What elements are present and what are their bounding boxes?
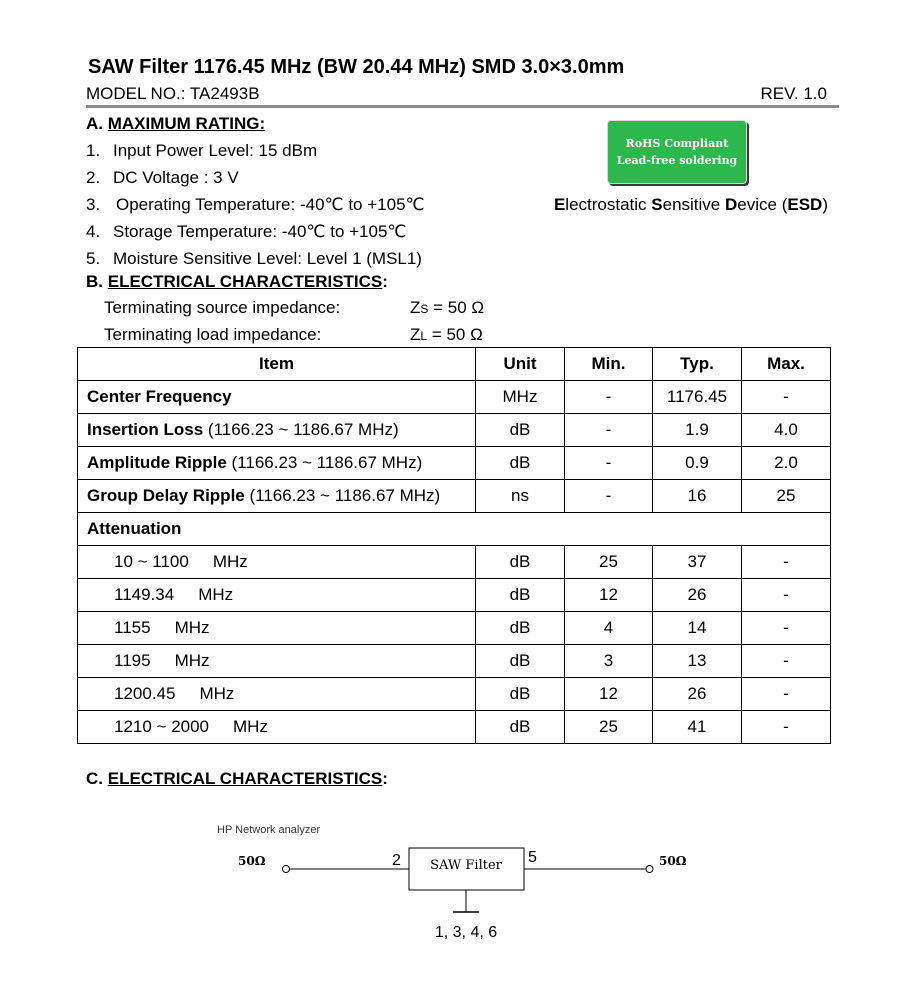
- freq-unit: MHz: [199, 684, 235, 703]
- source-impedance-value: [410, 298, 484, 318]
- rating-item-text: Moisture Sensitive Level: Level 1 (MSL1): [113, 249, 422, 268]
- rating-item-number: 1.: [86, 141, 101, 160]
- table-row: [78, 546, 831, 579]
- rohs-badge: [607, 120, 747, 184]
- section-b-colon: :: [382, 272, 388, 291]
- freq-unit: MHz: [233, 717, 268, 736]
- freq-range: 1200.45: [114, 684, 176, 703]
- rating-item-number: 5.: [86, 249, 101, 268]
- left-impedance-label: 50Ω: [238, 854, 266, 868]
- min-cell: -: [565, 447, 653, 480]
- esd-abbr: ESD: [787, 195, 823, 214]
- esd-letter: D: [725, 195, 738, 214]
- param-name: Insertion Loss: [87, 420, 204, 439]
- freq-unit: MHz: [174, 618, 210, 637]
- test-circuit-diagram: [200, 815, 720, 955]
- left-terminal: [283, 866, 290, 873]
- param-name: Center Frequency: [87, 387, 232, 406]
- table-header-row: [78, 348, 831, 381]
- max-cell: 4.0: [742, 414, 831, 447]
- freq-range: 10 ~ 1100: [114, 552, 189, 571]
- esd-letter: E: [553, 195, 566, 214]
- rating-item-number: 3.: [86, 195, 101, 214]
- table-row: [78, 414, 831, 447]
- table-row: [78, 711, 831, 744]
- rating-item-text: Operating Temperature: -40℃ to +105℃: [116, 195, 425, 214]
- esd-text: ensitive: [662, 195, 725, 214]
- min-cell: 12: [565, 678, 653, 711]
- typ-cell: 13: [653, 645, 742, 678]
- max-cell: -: [742, 381, 831, 414]
- min-cell: -: [565, 381, 653, 414]
- unit-cell: dB: [476, 546, 565, 579]
- freq-cell: [78, 711, 476, 744]
- max-cell: -: [742, 612, 831, 645]
- unit-cell: dB: [476, 579, 565, 612]
- param-condition: (1166.23 ~ 1186.67 MHz): [244, 486, 441, 505]
- freq-cell: [78, 678, 476, 711]
- param-name: Amplitude Ripple: [87, 453, 227, 472]
- model-number: MODEL NO.: TA2493B: [86, 84, 260, 103]
- max-cell: -: [742, 678, 831, 711]
- section-c-title: ELECTRICAL CHARACTERISTICS: [107, 769, 383, 788]
- section-a-title: MAXIMUM RATING:: [107, 114, 266, 133]
- load-impedance-value: [410, 325, 483, 345]
- param-cell: [78, 381, 476, 414]
- header-max: Max.: [742, 348, 831, 381]
- typ-cell: 14: [653, 612, 742, 645]
- table-row: [78, 612, 831, 645]
- section-b-title: ELECTRICAL CHARACTERISTICS: [107, 272, 383, 291]
- freq-cell: [78, 645, 476, 678]
- param-condition: (1166.23 ~ 1186.67 MHz): [226, 453, 423, 472]
- rating-item-text: Input Power Level: 15 dBm: [113, 141, 318, 160]
- section-c-colon: :: [382, 769, 388, 788]
- esd-letter: S: [651, 195, 663, 214]
- freq-cell: [78, 612, 476, 645]
- max-cell: -: [742, 645, 831, 678]
- max-cell: -: [742, 546, 831, 579]
- rating-item: [86, 249, 422, 269]
- header-typ: Typ.: [653, 348, 742, 381]
- header-item: Item: [78, 348, 476, 381]
- min-cell: -: [565, 480, 653, 513]
- min-cell: -: [565, 414, 653, 447]
- rating-item: [86, 168, 239, 188]
- rating-item-text: Storage Temperature: -40℃ to +105℃: [113, 222, 407, 241]
- document-title: SAW Filter 1176.45 MHz (BW 20.44 MHz) SMD 3.0×3.0mm: [88, 56, 625, 78]
- esd-text: lectrostatic: [565, 195, 652, 214]
- rating-item: [86, 141, 317, 161]
- table-row: [78, 678, 831, 711]
- unit-cell: dB: [476, 711, 565, 744]
- header-unit: Unit: [476, 348, 565, 381]
- unit-cell: MHz: [476, 381, 565, 414]
- pin-out-label: 5: [528, 849, 537, 866]
- typ-cell: 26: [653, 579, 742, 612]
- impedance-subscript: L: [420, 329, 428, 343]
- pin-in-label: 2: [392, 852, 401, 869]
- table-row: [78, 513, 831, 546]
- freq-cell: [78, 579, 476, 612]
- esd-text: evice (: [737, 195, 788, 214]
- rating-item: [86, 195, 425, 215]
- typ-cell: 0.9: [653, 447, 742, 480]
- esd-text: ): [822, 195, 828, 214]
- freq-cell: [78, 546, 476, 579]
- freq-range: 1155: [114, 618, 151, 637]
- right-impedance-label: 50Ω: [659, 854, 687, 868]
- saw-filter-label: SAW Filter: [430, 858, 502, 873]
- table-row: [78, 447, 831, 480]
- table-row: [78, 480, 831, 513]
- min-cell: 3: [565, 645, 653, 678]
- impedance-value: = 50 Ω: [427, 325, 483, 344]
- typ-cell: 41: [653, 711, 742, 744]
- unit-cell: dB: [476, 678, 565, 711]
- max-cell: 2.0: [742, 447, 831, 480]
- min-cell: 4: [565, 612, 653, 645]
- table-row: [78, 645, 831, 678]
- impedance-symbol: Z: [410, 325, 421, 344]
- unit-cell: dB: [476, 447, 565, 480]
- load-impedance-label: Terminating load impedance:: [104, 325, 322, 344]
- param-cell: [78, 414, 476, 447]
- unit-cell: dB: [476, 612, 565, 645]
- typ-cell: 1176.45: [653, 381, 742, 414]
- min-cell: 25: [565, 711, 653, 744]
- typ-cell: 16: [653, 480, 742, 513]
- rohs-badge-line2: Lead-free soldering: [616, 154, 738, 167]
- impedance-symbol: Z: [410, 298, 421, 317]
- min-cell: 12: [565, 579, 653, 612]
- section-a-heading: [86, 114, 265, 134]
- max-cell: 25: [742, 480, 831, 513]
- esd-label: [554, 195, 828, 215]
- unit-cell: ns: [476, 480, 565, 513]
- impedance-subscript: S: [420, 302, 429, 316]
- header-rule: [86, 105, 839, 108]
- analyzer-label: HP Network analyzer: [217, 824, 321, 836]
- unit-cell: dB: [476, 414, 565, 447]
- param-cell: [78, 447, 476, 480]
- section-c-prefix: C.: [86, 769, 103, 788]
- typ-cell: 37: [653, 546, 742, 579]
- freq-range: 1210 ~ 2000: [114, 717, 210, 736]
- typ-cell: 26: [653, 678, 742, 711]
- param-condition: (1166.23 ~ 1186.67 MHz): [203, 420, 399, 439]
- section-b-prefix: B.: [86, 272, 103, 291]
- rohs-badge-line1: RoHS Compliant: [625, 137, 729, 150]
- typ-cell: 1.9: [653, 414, 742, 447]
- section-c-heading: [86, 769, 388, 789]
- table-row: [78, 381, 831, 414]
- attenuation-heading: Attenuation: [78, 513, 831, 546]
- right-terminal: [646, 866, 653, 873]
- max-cell: -: [742, 579, 831, 612]
- max-cell: -: [742, 711, 831, 744]
- min-cell: 25: [565, 546, 653, 579]
- table-row: [78, 579, 831, 612]
- section-a-prefix: A.: [86, 114, 103, 133]
- impedance-value: = 50 Ω: [428, 298, 485, 317]
- rating-item-number: 4.: [86, 222, 101, 241]
- freq-unit: MHz: [198, 585, 234, 604]
- header-min: Min.: [565, 348, 653, 381]
- rating-item-text: DC Voltage : 3 V: [113, 168, 239, 187]
- freq-range: 1195: [114, 651, 151, 670]
- freq-unit: MHz: [174, 651, 210, 670]
- freq-unit: MHz: [212, 552, 248, 571]
- param-name: Group Delay Ripple: [87, 486, 245, 505]
- param-cell: [78, 480, 476, 513]
- revision: REV. 1.0: [760, 84, 827, 103]
- ground-pins-label: 1, 3, 4, 6: [434, 924, 498, 941]
- rating-item: [86, 222, 407, 242]
- unit-cell: dB: [476, 645, 565, 678]
- section-b-heading: [86, 272, 388, 292]
- spec-table: [77, 347, 831, 744]
- source-impedance-label: Terminating source impedance:: [104, 298, 341, 317]
- freq-range: 1149.34: [114, 585, 175, 604]
- rating-item-number: 2.: [86, 168, 101, 187]
